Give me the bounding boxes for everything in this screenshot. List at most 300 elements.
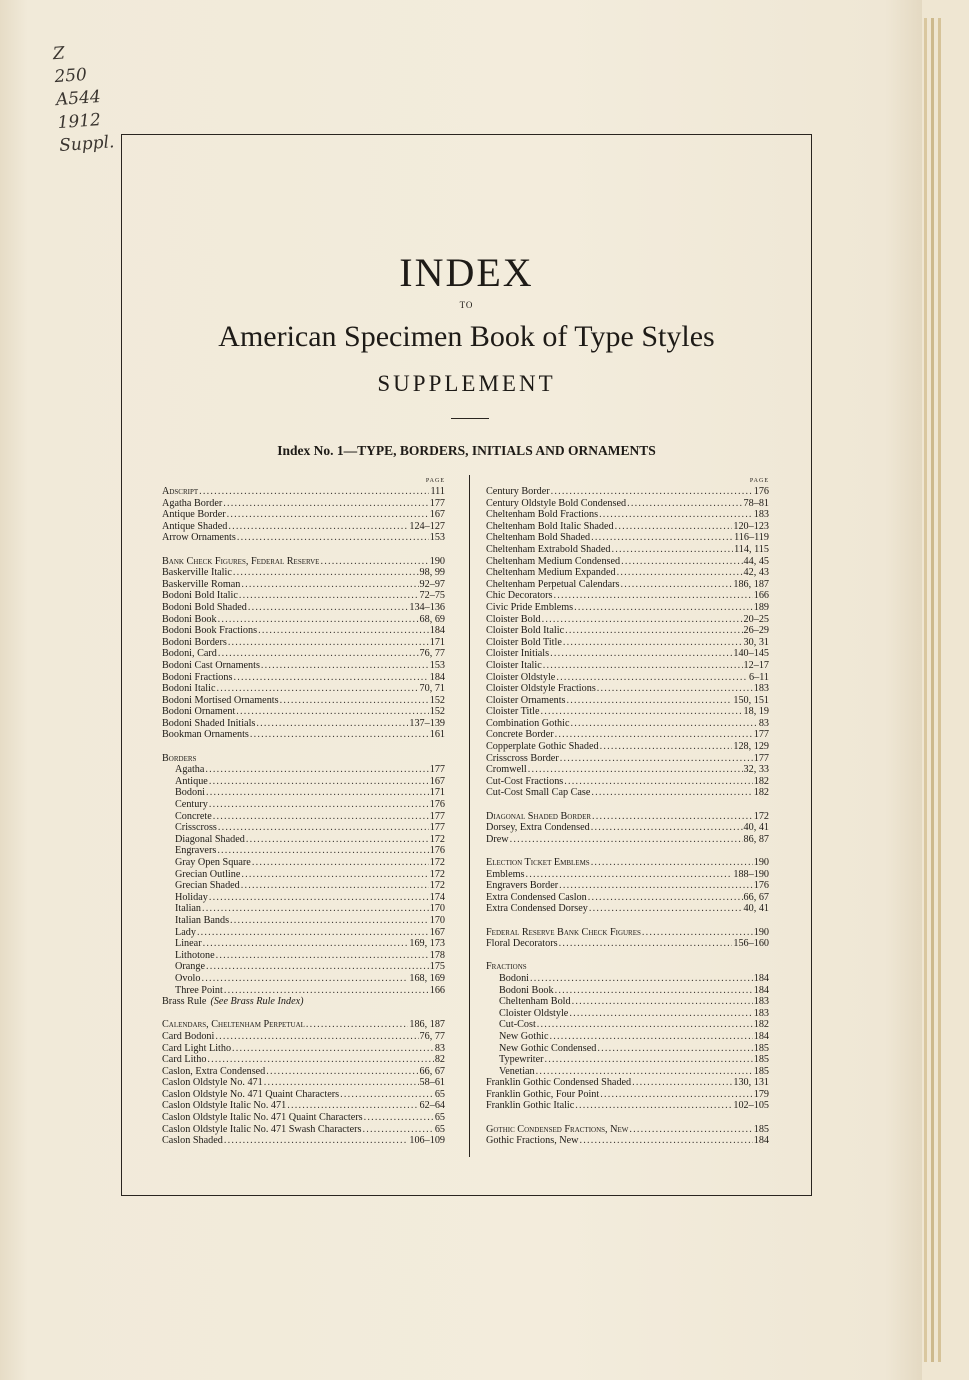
title-connector: TO — [459, 300, 474, 310]
index-entry — [486, 683, 769, 695]
entry-name — [162, 927, 196, 939]
entry-name — [162, 787, 205, 799]
dot-leader — [550, 648, 732, 660]
entry-page-number: 40, 41 — [743, 903, 769, 915]
entry-page-number: 137–139 — [409, 717, 445, 729]
dot-leader — [567, 695, 733, 707]
entry-name-text: Bodoni Book Fractions — [162, 625, 258, 637]
entry-page-number: 184 — [753, 984, 769, 996]
entry-name — [486, 729, 554, 741]
entry-name — [162, 648, 217, 660]
index-entry — [486, 567, 769, 579]
entry-page-number: 172 — [753, 810, 769, 822]
entry-name-text: Holiday — [175, 891, 208, 903]
entry-name-text: Baskerville Roman — [162, 578, 241, 590]
entry-name-text: Cheltenham Extrabold Shaded — [486, 543, 611, 555]
dot-leader — [537, 1019, 753, 1031]
index-entry — [162, 1089, 445, 1101]
dot-leader — [545, 1054, 753, 1066]
entry-name-text: Caslon Oldstyle No. 471 Quaint Characters — [162, 1088, 340, 1100]
index-entry — [486, 869, 769, 881]
index-entry — [486, 625, 769, 637]
entry-page-number: 78–81 — [743, 497, 769, 509]
entry-name — [486, 625, 564, 637]
index-entry — [162, 903, 445, 915]
page-column-header: PAGE — [749, 478, 769, 484]
dot-leader — [600, 741, 733, 753]
entry-name-text: Gothic Fractions, New — [486, 1135, 579, 1147]
dot-leader — [592, 811, 753, 823]
dot-leader — [617, 567, 743, 579]
entry-page-number: 177 — [753, 752, 769, 764]
index-entry — [486, 637, 769, 649]
entry-name-text: Lady — [175, 926, 196, 938]
entry-name — [486, 521, 614, 533]
entry-name-text: Crisscross Border — [486, 752, 559, 764]
entry-name — [162, 869, 240, 881]
entry-name — [162, 799, 208, 811]
index-entry — [162, 614, 445, 626]
dot-leader — [588, 892, 743, 904]
entry-name — [486, 1135, 579, 1147]
index-entry — [162, 1043, 445, 1055]
entry-page-number: 176 — [429, 845, 445, 857]
entry-name — [162, 521, 227, 533]
index-entry — [162, 683, 445, 695]
entry-name-text: Bodoni Cast Ornaments — [162, 659, 260, 671]
entry-name — [162, 880, 240, 892]
entry-name — [486, 1043, 596, 1055]
dot-leader — [306, 1019, 408, 1031]
entry-name-text: Cloister Oldstyle Fractions — [486, 683, 596, 695]
index-entry — [486, 1124, 769, 1136]
entry-name-text: Cloister Bold — [486, 613, 541, 625]
entry-name-text: Arrow Ornaments — [162, 532, 236, 544]
book-title: American Specimen Book of Type Styles — [218, 320, 715, 353]
entry-page-number: 130, 131 — [733, 1077, 769, 1089]
entry-name — [162, 1089, 339, 1101]
dot-leader — [217, 845, 428, 857]
dot-leader — [209, 776, 429, 788]
entry-name — [486, 764, 527, 776]
entry-name — [486, 834, 509, 846]
entry-page-number: 42, 43 — [743, 567, 769, 579]
entry-name — [162, 1019, 305, 1031]
entry-page-number: 184 — [753, 1135, 769, 1147]
index-entry — [486, 614, 769, 626]
entry-name-text: Venetian — [499, 1065, 535, 1077]
entry-name — [486, 776, 563, 788]
dot-leader — [250, 729, 429, 741]
dot-leader — [569, 1008, 752, 1020]
entry-name — [486, 996, 571, 1008]
dot-leader — [556, 672, 748, 684]
dot-leader — [280, 695, 429, 707]
dot-leader — [233, 672, 428, 684]
index-entry — [486, 938, 769, 950]
entry-name — [486, 973, 529, 985]
dot-leader — [541, 706, 743, 718]
index-entry — [486, 498, 769, 510]
index-entry — [162, 672, 445, 684]
entry-name — [162, 625, 257, 637]
entry-name — [486, 869, 524, 881]
index-entry — [162, 880, 445, 892]
entry-name-text: Bodoni Book — [499, 984, 554, 996]
entry-name-text: Concrete — [175, 810, 212, 822]
entry-name-text: Antique — [175, 775, 208, 787]
dot-leader — [228, 521, 408, 533]
entry-name-text: Engravers — [175, 845, 217, 857]
entry-name — [486, 486, 550, 498]
entry-name-text: Engravers Border — [486, 880, 559, 892]
index-entry — [486, 1089, 769, 1101]
dot-leader — [236, 706, 428, 718]
dot-leader — [213, 811, 429, 823]
entry-page-number: 184 — [429, 671, 445, 683]
handwritten-line: A544 — [55, 87, 102, 111]
dot-leader — [591, 857, 753, 869]
entry-page-number: 68, 69 — [419, 613, 445, 625]
entry-page-number: 26–29 — [743, 625, 769, 637]
section-gap — [486, 845, 769, 857]
entry-page-number: 92–97 — [419, 578, 445, 590]
entry-page-number: 134–136 — [409, 601, 445, 613]
entry-name — [162, 950, 215, 962]
index-entry — [486, 776, 769, 788]
entry-page-number: 182 — [753, 775, 769, 787]
entry-page-number: 177 — [429, 810, 445, 822]
index-entry — [162, 1100, 445, 1112]
entry-name — [486, 753, 559, 765]
entry-name — [486, 602, 573, 614]
entry-name — [162, 834, 245, 846]
dot-leader — [256, 718, 408, 730]
dot-leader — [597, 1043, 752, 1055]
entry-page-number: 172 — [429, 880, 445, 892]
index-entry — [162, 532, 445, 544]
supplement-label: SUPPLEMENT — [377, 371, 556, 396]
entry-name — [486, 1077, 631, 1089]
entry-name-text: New Gothic — [499, 1030, 549, 1042]
entry-page-number: 65 — [434, 1112, 445, 1124]
entry-page-number: 65 — [434, 1123, 445, 1135]
dot-leader — [565, 625, 742, 637]
entry-page-number: 72–75 — [419, 590, 445, 602]
index-entry — [486, 1031, 769, 1043]
section-gap — [486, 950, 769, 962]
section-gap — [162, 1008, 445, 1020]
entry-page-number: 161 — [429, 729, 445, 741]
entry-page-number: 171 — [429, 787, 445, 799]
entry-page-number: 183 — [753, 509, 769, 521]
dot-leader — [560, 753, 753, 765]
entry-page-number: 66, 67 — [743, 891, 769, 903]
entry-name — [486, 648, 549, 660]
dot-leader — [551, 486, 753, 498]
entry-name-text: Cheltenham Bold — [499, 996, 571, 1008]
entry-note: (See Brass Rule Index) — [210, 996, 304, 1008]
dot-leader — [218, 648, 419, 660]
entry-page-number: 20–25 — [743, 613, 769, 625]
entry-page-number: 70, 71 — [419, 683, 445, 695]
index-entry — [162, 1019, 445, 1031]
entry-name — [486, 1066, 535, 1078]
entry-name — [486, 532, 590, 544]
dot-leader — [599, 509, 753, 521]
entry-name — [486, 672, 555, 684]
entry-name-text: Extra Condensed Dorsey — [486, 903, 588, 915]
dot-leader — [241, 880, 429, 892]
entry-name — [486, 787, 590, 799]
dot-leader — [553, 590, 752, 602]
index-entry — [162, 509, 445, 521]
dot-leader — [543, 660, 743, 672]
entry-name — [162, 602, 247, 614]
entry-name — [162, 509, 226, 521]
entry-name-text: Cheltenham Medium Expanded — [486, 567, 616, 579]
entry-name — [486, 498, 626, 510]
entry-page-number: 116–119 — [734, 532, 769, 544]
handwritten-line: 250 — [53, 64, 88, 88]
dot-leader — [218, 822, 429, 834]
entry-name-text: Cloister Oldstyle — [486, 671, 556, 683]
entry-name-text: Caslon Oldstyle Italic No. 471 Quaint Characters — [162, 1112, 363, 1124]
entry-name-text: Caslon, Extra Condensed — [162, 1065, 266, 1077]
dot-leader — [233, 567, 419, 579]
dot-leader — [239, 590, 419, 602]
dot-leader — [287, 1100, 418, 1112]
dot-leader — [580, 1135, 753, 1147]
entry-name-text: Cut-Cost Fractions — [486, 775, 564, 787]
entry-name-text: Caslon Oldstyle Italic No. 471 Swash Characters — [162, 1123, 362, 1135]
index-entry — [486, 764, 769, 776]
column-divider — [469, 475, 470, 1157]
dot-leader — [258, 625, 429, 637]
entry-page-number: 179 — [753, 1088, 769, 1100]
section-gap — [486, 915, 769, 927]
entry-name — [486, 614, 541, 626]
entry-name-text: Combination Gothic — [486, 717, 570, 729]
index-entry — [486, 486, 769, 498]
dot-leader — [241, 869, 428, 881]
entry-page-number: 170 — [429, 903, 445, 915]
dot-leader — [597, 683, 753, 695]
entry-page-number: 170 — [429, 914, 445, 926]
index-entry — [162, 695, 445, 707]
entry-name-text: Bookman Ornaments — [162, 729, 249, 741]
index-entry — [162, 834, 445, 846]
entry-name-text: Antique Shaded — [162, 520, 228, 532]
index-entry — [486, 741, 769, 753]
index-entry — [486, 1077, 769, 1089]
index-entry — [162, 602, 445, 614]
entry-name — [162, 614, 217, 626]
entry-name-text: Italian Bands — [175, 914, 230, 926]
entry-name — [162, 996, 304, 1008]
entry-page-number: 62–64 — [419, 1100, 445, 1112]
entry-page-number: 172 — [429, 857, 445, 868]
dot-leader — [207, 1054, 433, 1066]
entry-name — [486, 695, 566, 707]
entry-name — [162, 556, 319, 568]
dot-leader — [589, 903, 743, 915]
index-entry — [162, 637, 445, 649]
entry-name-text: Grecian Outline — [175, 868, 241, 880]
index-entry — [162, 660, 445, 672]
dot-leader — [528, 764, 743, 776]
entry-name-text: Three Point — [175, 984, 223, 996]
entry-name — [162, 961, 205, 973]
title-rule — [451, 418, 489, 419]
entry-name-text: Calendars, Cheltenham Perpetual — [162, 1019, 305, 1031]
entry-name — [162, 683, 215, 695]
entry-page-number: 172 — [429, 833, 445, 845]
entry-page-number: 182 — [753, 787, 769, 799]
index-entry — [486, 822, 769, 834]
entry-name-text: Election Ticket Emblems — [486, 857, 590, 868]
page-edge — [924, 18, 927, 1362]
entry-name-text: Card Litho — [162, 1054, 207, 1066]
dot-leader — [209, 799, 429, 811]
entry-name — [162, 764, 204, 776]
dot-leader — [205, 764, 428, 776]
dot-leader — [629, 1124, 752, 1136]
entry-name — [162, 822, 217, 834]
entry-name — [486, 1019, 536, 1031]
entry-page-number: 86, 87 — [743, 833, 769, 845]
entry-name — [486, 857, 590, 869]
entry-name-text: New Gothic Condensed — [499, 1042, 597, 1054]
dot-leader — [525, 869, 732, 881]
dot-leader — [621, 556, 742, 568]
index-entry — [162, 648, 445, 660]
entry-page-number: 166 — [429, 984, 445, 996]
entry-name — [486, 1124, 628, 1136]
entry-name-text: Copperplate Gothic Shaded — [486, 741, 599, 753]
entry-page-number: 177 — [429, 764, 445, 776]
entry-name — [162, 498, 222, 510]
entry-name-text: Linear — [175, 938, 202, 950]
entry-name-text: Cheltenham Bold Shaded — [486, 532, 591, 544]
entry-page-number: 32, 33 — [743, 764, 769, 776]
entry-name-text: Cheltenham Medium Condensed — [486, 555, 621, 567]
dot-leader — [591, 822, 743, 834]
entry-name-text: Card Bodoni — [162, 1030, 215, 1042]
entry-page-number: 76, 77 — [419, 648, 445, 660]
index-entry — [486, 1008, 769, 1020]
index-entry — [162, 567, 445, 579]
entry-page-number: 82 — [434, 1054, 445, 1066]
index-entry — [486, 892, 769, 904]
index-entry — [486, 811, 769, 823]
entry-page-number: 183 — [753, 683, 769, 695]
dot-leader — [264, 1077, 419, 1089]
entry-name-text: Cloister Initials — [486, 648, 550, 660]
dot-leader — [232, 1043, 434, 1055]
entry-name-text: Century Border — [486, 486, 550, 497]
entry-page-number: 76, 77 — [419, 1030, 445, 1042]
entry-page-number: 175 — [429, 961, 445, 973]
index-entry — [162, 1124, 445, 1136]
index-entry — [162, 1112, 445, 1124]
entry-name — [486, 718, 569, 730]
index-entry — [162, 1066, 445, 1078]
entry-name — [486, 938, 558, 950]
entry-name-text: Caslon Oldstyle No. 471 — [162, 1077, 263, 1089]
index-entry — [162, 811, 445, 823]
entry-page-number: 40, 41 — [743, 822, 769, 834]
index-entry — [486, 857, 769, 869]
index-entry — [486, 927, 769, 939]
index-entry — [162, 579, 445, 591]
dot-leader — [542, 614, 743, 626]
dot-leader — [320, 556, 428, 568]
index-entry — [486, 1066, 769, 1078]
entry-name — [162, 637, 227, 649]
entry-page-number: 185 — [753, 1054, 769, 1066]
entry-page-number: 102–105 — [733, 1100, 769, 1112]
dot-leader — [206, 961, 429, 973]
entry-page-number: 185 — [753, 1042, 769, 1054]
entry-name-text: Crisscross — [175, 822, 217, 834]
entry-name — [486, 509, 598, 521]
entry-page-number: 120–123 — [733, 520, 769, 532]
entry-name — [162, 892, 208, 904]
dot-leader — [203, 938, 409, 950]
entry-page-number: 186, 187 — [409, 1019, 445, 1031]
entry-name-text: Agatha Border — [162, 497, 223, 509]
index-entry — [486, 985, 769, 997]
entry-name — [162, 845, 216, 857]
index-entry — [486, 1135, 769, 1147]
dot-leader — [563, 637, 743, 649]
entry-name-text: Cloister Oldstyle — [499, 1007, 569, 1019]
dot-leader — [216, 950, 429, 962]
dot-leader — [224, 1135, 409, 1147]
dot-leader — [600, 1089, 753, 1101]
entry-name-text: Bodoni Book — [162, 613, 217, 625]
index-entry — [162, 486, 445, 498]
entry-name — [162, 695, 279, 707]
dot-leader — [591, 532, 733, 544]
entry-name-text: Bodoni Mortised Ornaments — [162, 694, 279, 706]
entry-name-text: Century — [175, 799, 208, 811]
dot-leader — [611, 544, 733, 556]
entry-page-number: 153 — [429, 532, 445, 544]
index-entry — [162, 556, 445, 568]
entry-name-text: Bodoni Ornament — [162, 706, 236, 718]
index-entry — [162, 498, 445, 510]
entry-name — [486, 683, 596, 695]
entry-name — [486, 892, 587, 904]
entry-name-text: Gray Open Square — [175, 857, 251, 868]
index-entry — [486, 834, 769, 846]
entry-page-number: 167 — [429, 926, 445, 938]
entry-page-number: 184 — [753, 1030, 769, 1042]
entry-name-text: Ovolo — [175, 972, 201, 984]
index-entry — [486, 753, 769, 765]
index-entry — [162, 1031, 445, 1043]
entry-name — [486, 590, 552, 602]
entry-name — [486, 1031, 549, 1043]
dot-leader — [266, 1066, 418, 1078]
index-entry — [162, 973, 445, 985]
entry-name — [162, 579, 240, 591]
index-entry — [162, 590, 445, 602]
index-entry — [486, 729, 769, 741]
dot-leader — [223, 498, 428, 510]
